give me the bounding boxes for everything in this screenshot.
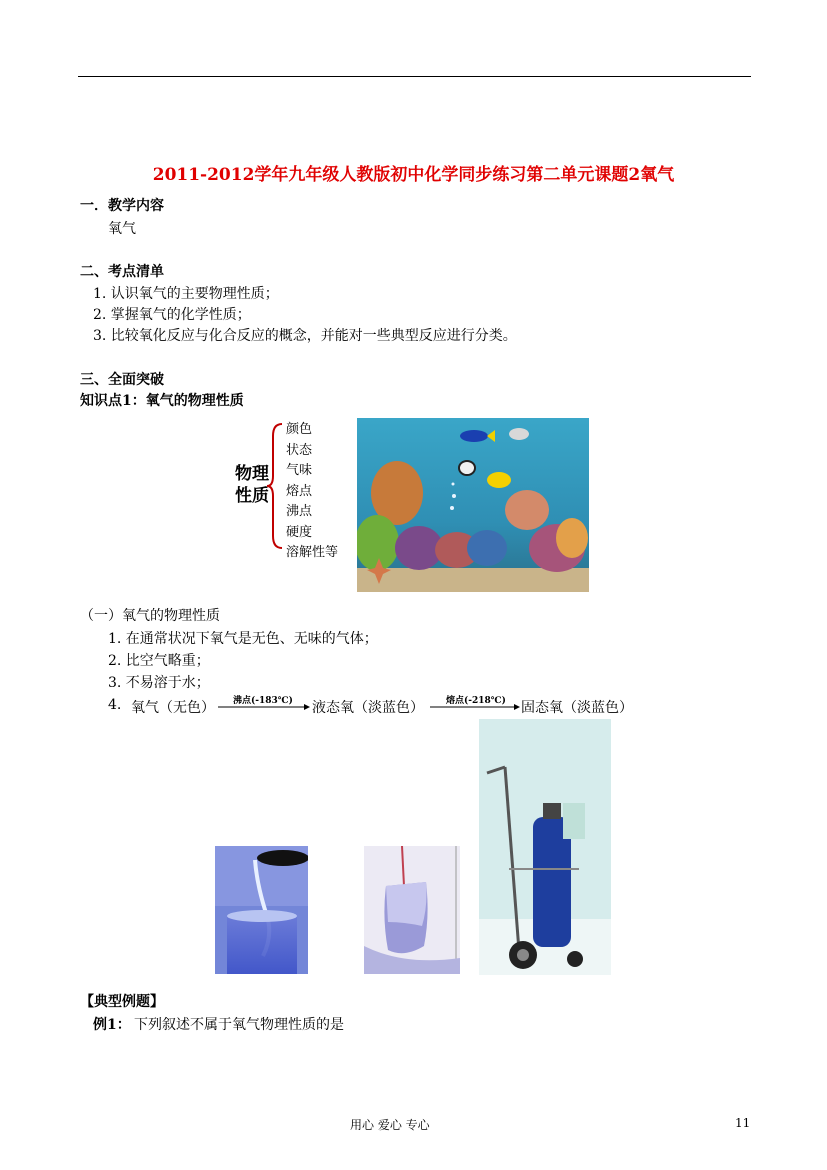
arrow-icon	[430, 702, 520, 712]
section-1-content: 氧气	[108, 221, 136, 237]
liquid-oxygen-photo	[215, 846, 308, 974]
brace-icon	[266, 422, 286, 550]
list-item: 2. 比空气略重；	[108, 653, 210, 669]
section-2-heading: 二、考点清单	[80, 264, 164, 280]
list-item-number: 4.	[108, 697, 122, 713]
diagram-label-line-1: 物理	[235, 464, 269, 484]
state-gaseous: 氧气（无色）	[131, 700, 215, 716]
diagram-label-line-2: 性质	[235, 486, 269, 506]
example-1-question: 下列叙述不属于氧气物理性质的是	[134, 1017, 344, 1033]
arrow-label-melting: 熔点(-218℃)	[446, 696, 506, 706]
list-item: 1. 在通常状况下氧气是无色、无味的气体；	[108, 631, 378, 647]
property-item: 硬度	[286, 524, 313, 540]
aquarium-photo	[357, 418, 589, 592]
arrow-label-boiling: 沸点(-183℃)	[233, 696, 293, 706]
oxygen-cylinder-photo	[479, 719, 611, 975]
footer-motto: 用心 爱心 专心	[350, 1118, 430, 1132]
solid-oxygen-photo	[364, 846, 460, 974]
examples-heading: 【典型例题】	[80, 994, 164, 1010]
subsection-heading: （一）氧气的物理性质	[80, 608, 220, 624]
property-item: 熔点	[286, 483, 313, 499]
list-item: 3. 不易溶于水；	[108, 675, 210, 691]
property-item: 状态	[286, 442, 313, 458]
property-item: 沸点	[286, 504, 313, 519]
property-item: 溶解性等	[286, 545, 339, 560]
header-rule	[78, 76, 751, 77]
page-title: 2011-2012学年九年级人教版初中化学同步练习第二单元课题2氧气	[152, 165, 675, 185]
state-solid: 固态氧（淡蓝色）	[521, 700, 633, 716]
property-item: 颜色	[286, 422, 313, 437]
properties-diagram	[232, 418, 352, 560]
list-item: 2. 掌握氧气的化学性质；	[93, 307, 251, 323]
list-item: 3. 比较氧化反应与化合反应的概念，并能对一些典型反应进行分类。	[93, 328, 517, 344]
state-liquid: 液态氧（淡蓝色）	[312, 700, 424, 716]
page-number: 11	[735, 1116, 751, 1130]
property-item: 气味	[286, 463, 313, 478]
arrow-icon	[218, 702, 310, 712]
example-1-label: 例1：	[93, 1017, 131, 1033]
section-3-heading: 三、全面突破	[80, 372, 164, 388]
section-1-heading: 一．教学内容	[80, 198, 164, 214]
knowledge-point-title: 知识点1：氧气的物理性质	[80, 393, 244, 409]
list-item: 1. 认识氧气的主要物理性质；	[93, 286, 279, 302]
